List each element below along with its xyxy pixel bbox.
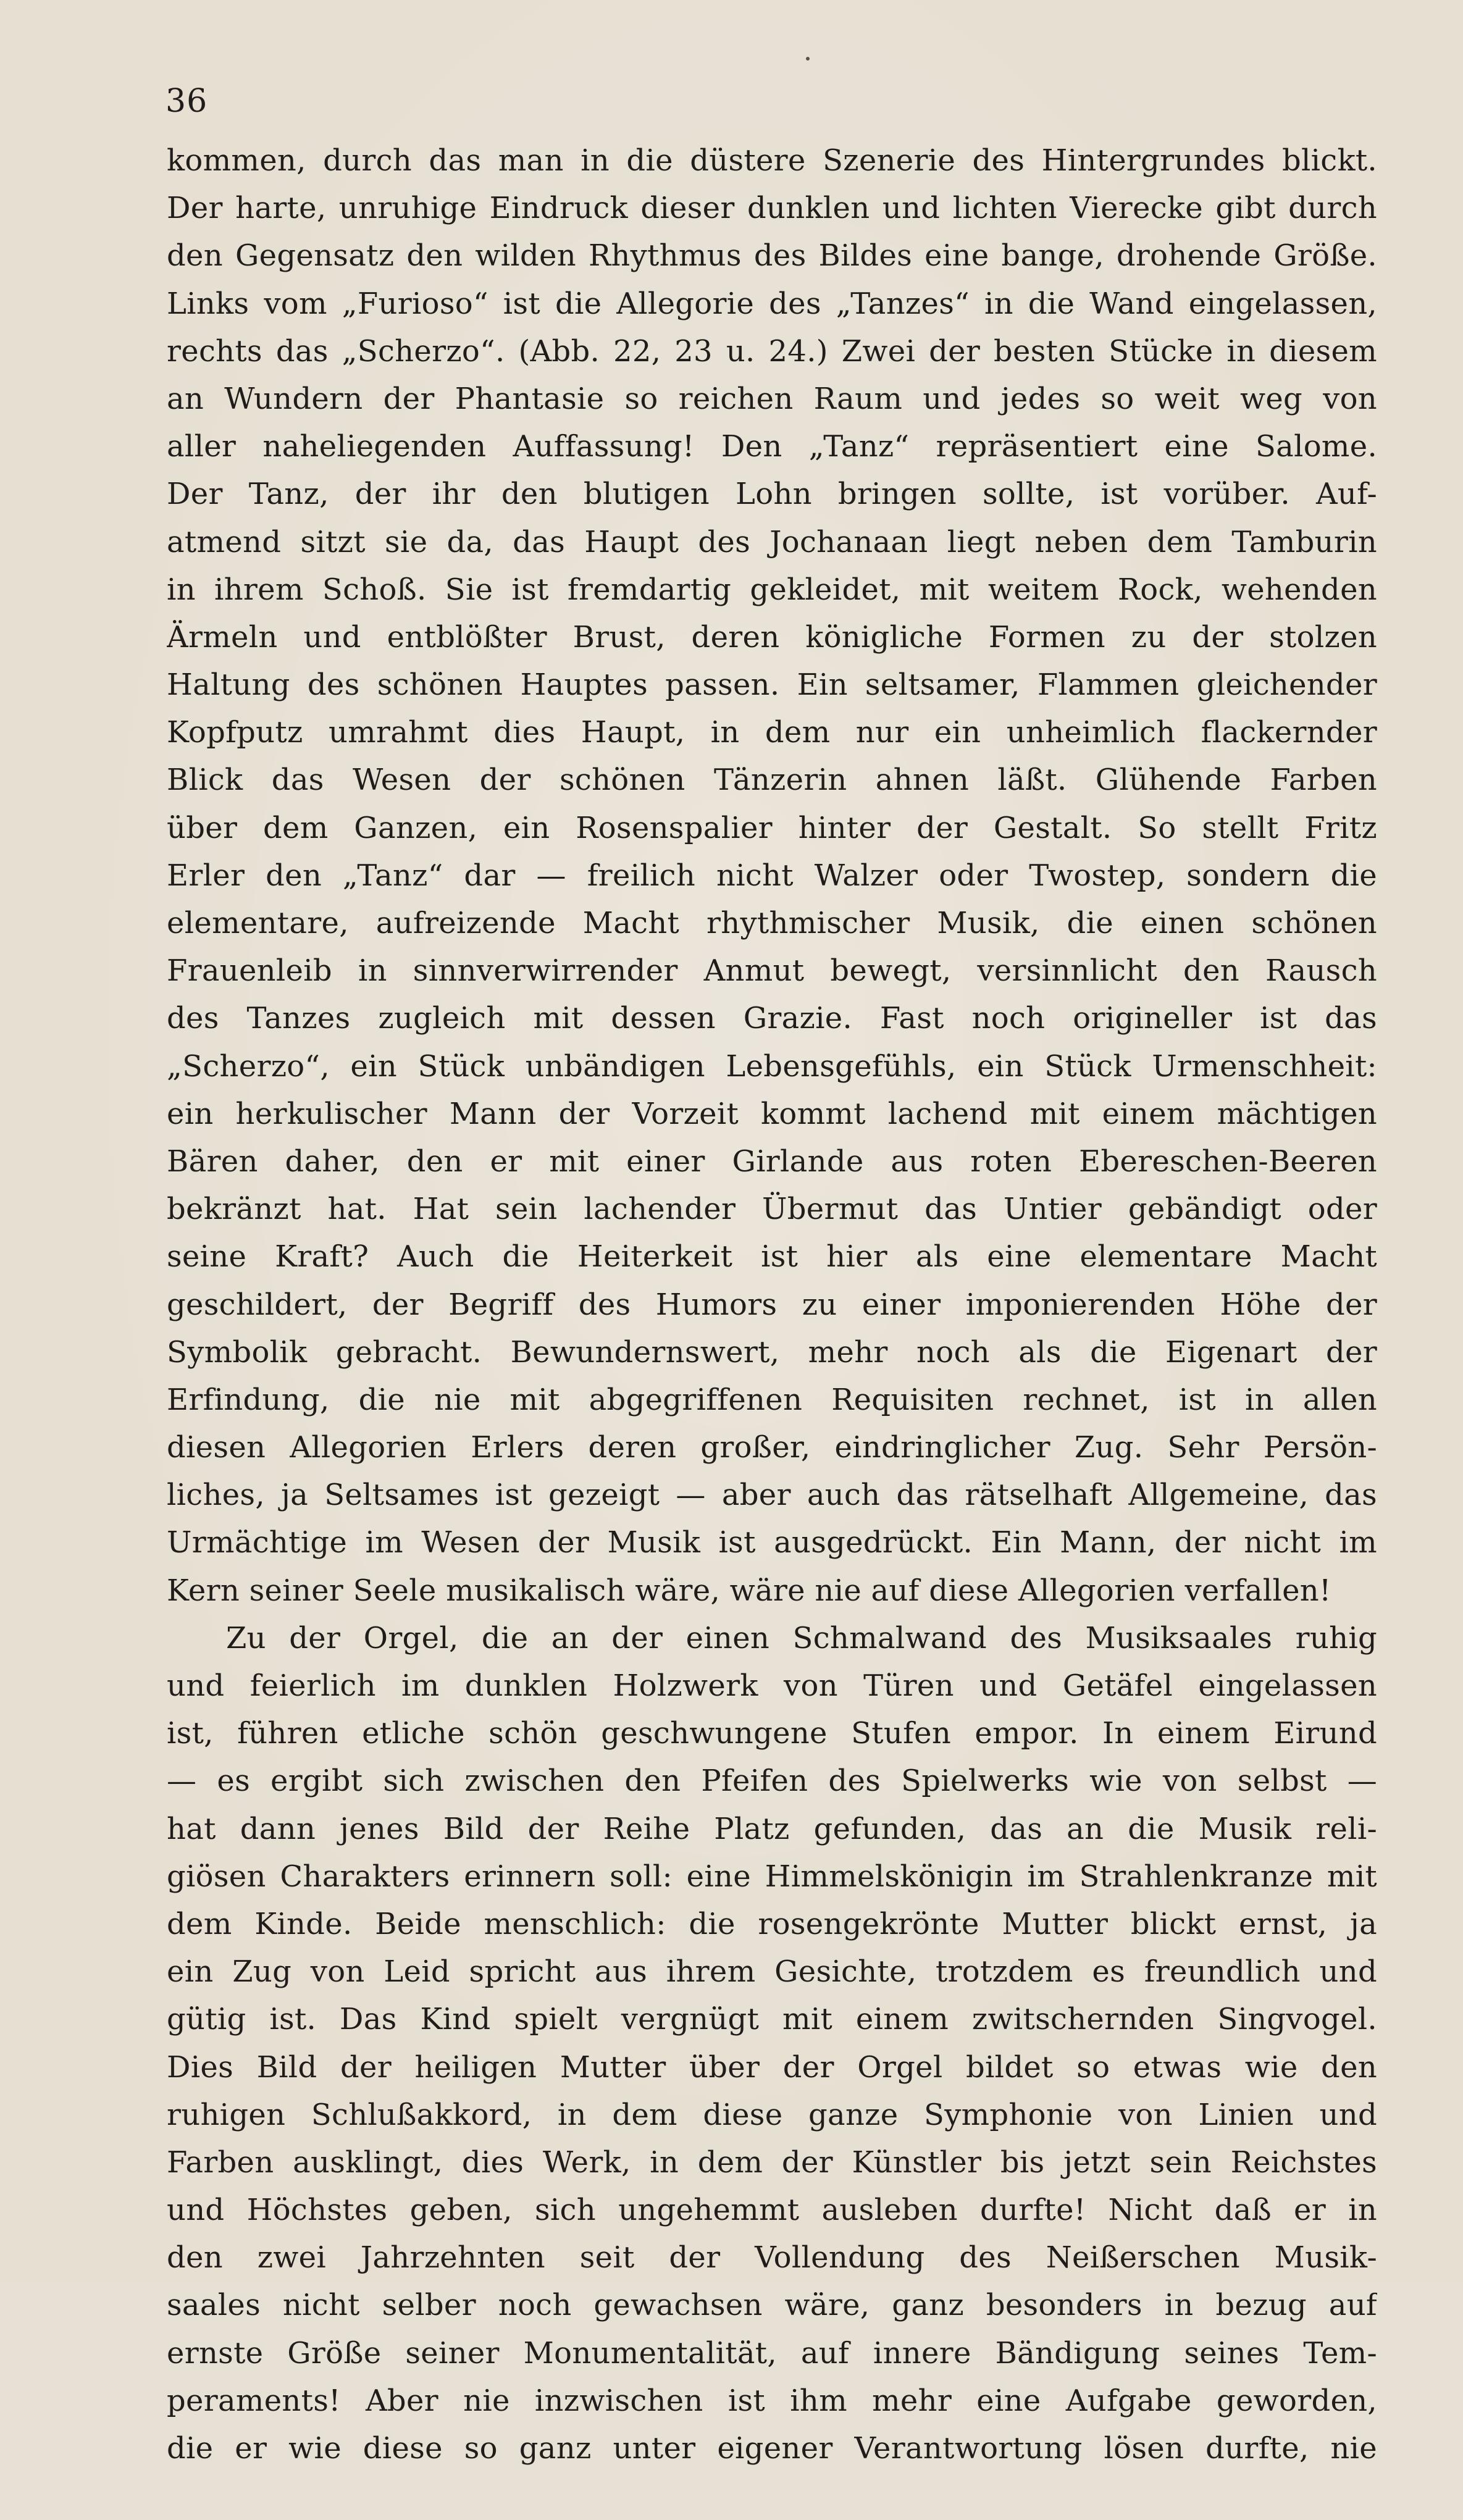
text-line: und feierlich im dunklen Holzwerk von Türen und Getäfel eingelassen: [167, 1668, 1377, 1703]
text-line: giösen Charakters erinnern soll: eine Himmelskönigin im Strahlenkranze mit: [167, 1859, 1377, 1894]
text-line: Der Tanz, der ihr den blutigen Lohn bringen sollte, ist vorüber. Auf-: [167, 477, 1377, 512]
text-line: Dies Bild der heiligen Mutter über der Orgel bildet so etwas wie den: [167, 2049, 1377, 2085]
text-line: Erler den „Tanz“ dar — freilich nicht Walzer oder Twostep, sondern die: [167, 858, 1377, 893]
page-number: 36: [166, 83, 208, 120]
text-line: — es ergibt sich zwischen den Pfeifen des Spielwerks wie von selbst —: [167, 1764, 1377, 1799]
text-line: elementare, aufreizende Macht rhythmischer Musik, die einen schönen: [167, 906, 1377, 940]
text-line: „Scherzo“, ein Stück unbändigen Lebensgefühls, ein Stück Urmenschheit:: [167, 1049, 1377, 1084]
text-line: Links vom „Furioso“ ist die Allegorie des „Tanzes“ in die Wand eingelassen,: [167, 286, 1377, 321]
text-line: Farben ausklingt, dies Werk, in dem der Künstler bis jetzt sein Reichstes: [167, 2145, 1377, 2180]
text-line: bekränzt hat. Hat sein lachender Übermut das Untier gebändigt oder: [167, 1192, 1377, 1227]
text-line: Bären daher, den er mit einer Girlande aus roten Ebereschen-Beeren: [167, 1144, 1377, 1179]
text-line: ruhigen Schlußakkord, in dem diese ganze Symphonie von Linien und: [167, 2097, 1377, 2132]
text-line: ernste Größe seiner Monumentalität, auf innere Bändigung seines Tem-: [167, 2335, 1377, 2371]
text-line: ist, führen etliche schön geschwungene Stufen empor. In einem Eirund: [167, 1716, 1377, 1751]
text-line: ein herkulischer Mann der Vorzeit kommt lachend mit einem mächtigen: [167, 1096, 1377, 1131]
text-line: Kern seiner Seele musikalisch wäre, wäre nie auf diese Allegorien verfallen!: [167, 1573, 1331, 1608]
text-line: Urmächtige im Wesen der Musik ist ausgedrückt. Ein Mann, der nicht im: [167, 1525, 1377, 1560]
text-line: geschildert, der Begriff des Humors zu einer imponierenden Höhe der: [167, 1287, 1377, 1322]
text-line: liches, ja Seltsames ist gezeigt — aber auch das rätselhaft Allgemeine, das: [167, 1478, 1377, 1513]
paragraph-first-line: Zu der Orgel, die an der einen Schmalwand des Musiksaales ruhig: [226, 1620, 1377, 1656]
text-line: rechts das „Scherzo“. (Abb. 22, 23 u. 24.) Zwei der besten Stücke in diesem: [167, 333, 1377, 369]
text-line: Erfindung, die nie mit abgegriffenen Requisiten rechnet, ist in allen: [167, 1382, 1377, 1417]
text-line: diesen Allegorien Erlers deren großer, eindringlicher Zug. Sehr Persön-: [167, 1430, 1377, 1465]
text-line: peraments! Aber nie inzwischen ist ihm mehr eine Aufgabe geworden,: [167, 2383, 1377, 2418]
text-line: hat dann jenes Bild der Reihe Platz gefunden, das an die Musik reli-: [167, 1811, 1377, 1846]
text-line: aller naheliegenden Auffassung! Den „Tanz“ repräsentiert eine Salome.: [167, 429, 1377, 464]
text-line: Ärmeln und entblößter Brust, deren königliche Formen zu der stolzen: [167, 619, 1377, 655]
text-line: gütig ist. Das Kind spielt vergnügt mit einem zwitschernden Singvogel.: [167, 2002, 1377, 2037]
text-line: über dem Ganzen, ein Rosenspalier hinter der Gestalt. So stellt Fritz: [167, 810, 1377, 845]
text-line: Blick das Wesen der schönen Tänzerin ahnen läßt. Glühende Farben: [167, 763, 1377, 798]
text-line: und Höchstes geben, sich ungehemmt ausleben durfte! Nicht daß er in: [167, 2193, 1377, 2228]
text-line: kommen, durch das man in die düstere Szenerie des Hintergrundes blickt.: [167, 143, 1377, 178]
text-line: seine Kraft? Auch die Heiterkeit ist hier als eine elementare Macht: [167, 1239, 1377, 1275]
text-line: Haltung des schönen Hauptes passen. Ein seltsamer, Flammen gleichender: [167, 668, 1377, 703]
text-line: [167, 2472, 1377, 2520]
text-line: in ihrem Schoß. Sie ist fremdartig gekleidet, mit weitem Rock, wehenden: [167, 572, 1377, 607]
text-line: Frauenleib in sinnverwirrender Anmut bewegt, versinnlicht den Rausch: [167, 953, 1377, 989]
text-line: dem Kinde. Beide menschlich: die rosengekrönte Mutter blickt ernst, ja: [167, 1906, 1377, 1941]
text-line: den Gegensatz den wilden Rhythmus des Bildes eine bange, drohende Größe.: [167, 238, 1377, 274]
text-line: atmend sitzt sie da, das Haupt des Jochanaan liegt neben dem Tamburin: [167, 524, 1377, 559]
text-line: Der harte, unruhige Eindruck dieser dunklen und lichten Vierecke gibt durch: [167, 191, 1377, 226]
text-line: ein Zug von Leid spricht aus ihrem Gesichte, trotzdem es freundlich und: [167, 1954, 1377, 1990]
text-line: den zwei Jahrzehnten seit der Vollendung des Neißerschen Musik-: [167, 2240, 1377, 2275]
text-line: die er wie diese so ganz unter eigener Verantwortung lösen durfte, nie: [167, 2431, 1377, 2466]
text-line: an Wundern der Phantasie so reichen Raum und jedes so weit weg von: [167, 381, 1377, 416]
text-line: Symbolik gebracht. Bewundernswert, mehr noch als die Eigenart der: [167, 1334, 1377, 1370]
text-line: des Tanzes zugleich mit dessen Grazie. Fast noch origineller ist das: [167, 1001, 1377, 1036]
body-text: [167, 137, 1377, 2520]
paper-speck: [806, 57, 810, 61]
text-line: saales nicht selber noch gewachsen wäre, ganz besonders in bezug auf: [167, 2288, 1377, 2323]
text-line: Kopfputz umrahmt dies Haupt, in dem nur ein unheimlich flackernder: [167, 715, 1377, 750]
